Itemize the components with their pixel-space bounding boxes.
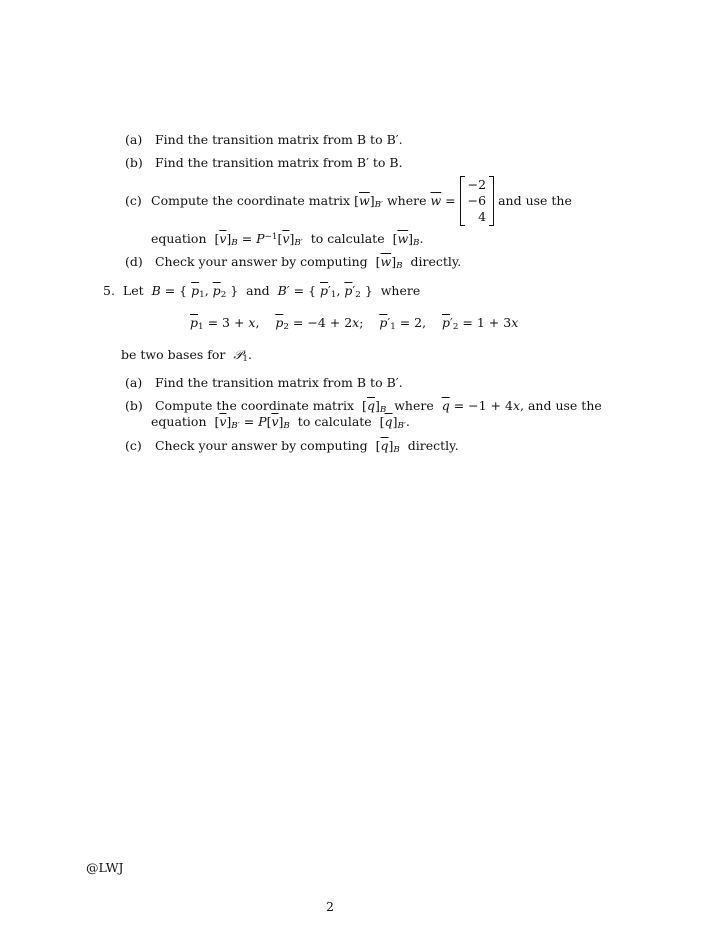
vector-entry: −2	[467, 177, 487, 192]
part-text: directly.	[410, 254, 462, 269]
math-coord-w-b: $[\overline{w}]_B$	[375, 254, 403, 272]
problem5-part-b-line2	[151, 414, 410, 430]
part-label: (a)	[125, 132, 143, 147]
math-equation: $[\overline{v}]_{B'} = P[\overline{v}]_B$	[214, 414, 290, 432]
part-text-post: and use the	[498, 192, 572, 208]
math-equation: $[\overline{v}]_B = P^{-1}[\overline{v}]_{B'}$	[214, 231, 303, 249]
math-p1-space: 𝒫$_1$.	[233, 347, 252, 365]
part-text: Find the transition matrix from B to B′.	[154, 375, 403, 390]
vector-entry: 4	[478, 209, 487, 224]
intro-text: where	[380, 283, 421, 298]
math-coord-w-b: $[\overline{w}]_B$.	[392, 231, 424, 249]
problem4-part-c-line2	[151, 231, 423, 247]
part-text: Find the transition matrix from B to B′.	[154, 132, 403, 147]
problem4-part-b	[125, 155, 403, 171]
problem-number: 5.	[103, 283, 115, 298]
part-label: (b)	[125, 398, 143, 413]
problem5-part-a	[125, 375, 403, 391]
problem5-intro	[103, 283, 420, 299]
math-coord-q-b: $[\overline{q}]_B$	[362, 398, 387, 416]
vector-entry: −6	[467, 193, 487, 208]
part-text: Check your answer by computing	[154, 254, 368, 269]
math-coord-q-b: $[\overline{q}]_B$	[375, 438, 400, 456]
part-text: to calculate	[297, 414, 372, 429]
part-text: equation	[151, 414, 207, 429]
part-text: Compute the coordinate matrix	[154, 398, 355, 413]
math-coord-w-bprime: $[\overline{w}]_{B'}$	[354, 192, 383, 211]
part-text: where	[394, 398, 434, 413]
part-text: , and use the	[520, 398, 602, 413]
part-text: Find the transition matrix from B′ to B.	[154, 155, 403, 170]
part-label: (d)	[125, 254, 143, 269]
intro-text: and	[246, 283, 270, 298]
part-label: (b)	[125, 155, 143, 170]
problem4-part-c	[125, 176, 572, 226]
part-text: Compute the coordinate matrix	[151, 192, 351, 208]
part-text: to calculate	[310, 231, 385, 246]
math-basis-b: B = { $\overline{p}_1$, $\overline{p}_2$ }	[151, 283, 239, 301]
part-text: directly.	[407, 438, 459, 453]
part-text-where: where	[386, 192, 427, 208]
intro-text: Let	[122, 283, 144, 298]
math-q-eq: $\overline{q} = -1 + 4x$	[441, 398, 521, 413]
part-label: (c)	[125, 438, 142, 453]
problem5-part-b	[125, 398, 602, 414]
problem4-part-d	[125, 254, 461, 270]
part-text: Check your answer by computing	[154, 438, 368, 453]
problem4-part-a	[125, 132, 403, 148]
intro-text: be two bases for	[121, 347, 226, 362]
part-text: equation	[151, 231, 207, 246]
problem5-part-c	[125, 438, 459, 454]
math-basis-bprime: B′ = { $\overline{p}'_1$, $\overline{p}'_2$ }	[277, 283, 373, 301]
problem5-display-equation: $\overline{p}_1 = 3 + x$, $\overline{p}_2 = -4 + 2x$; $\overline{p}'_1 = 2$, $\overline{p}'_2 = 1 + 3x$	[190, 315, 519, 333]
part-label: (a)	[125, 375, 143, 390]
part-label: (c)	[125, 192, 142, 208]
problem5-basis-text	[121, 347, 252, 363]
math-w-eq: $\overline{w}$ =	[430, 192, 456, 208]
math-coord-q-bprime: $[\overline{q}]_{B'}$.	[379, 414, 410, 432]
column-vector	[460, 176, 494, 226]
page-number: 2	[326, 899, 334, 914]
footer-author: @LWJ	[86, 860, 124, 875]
